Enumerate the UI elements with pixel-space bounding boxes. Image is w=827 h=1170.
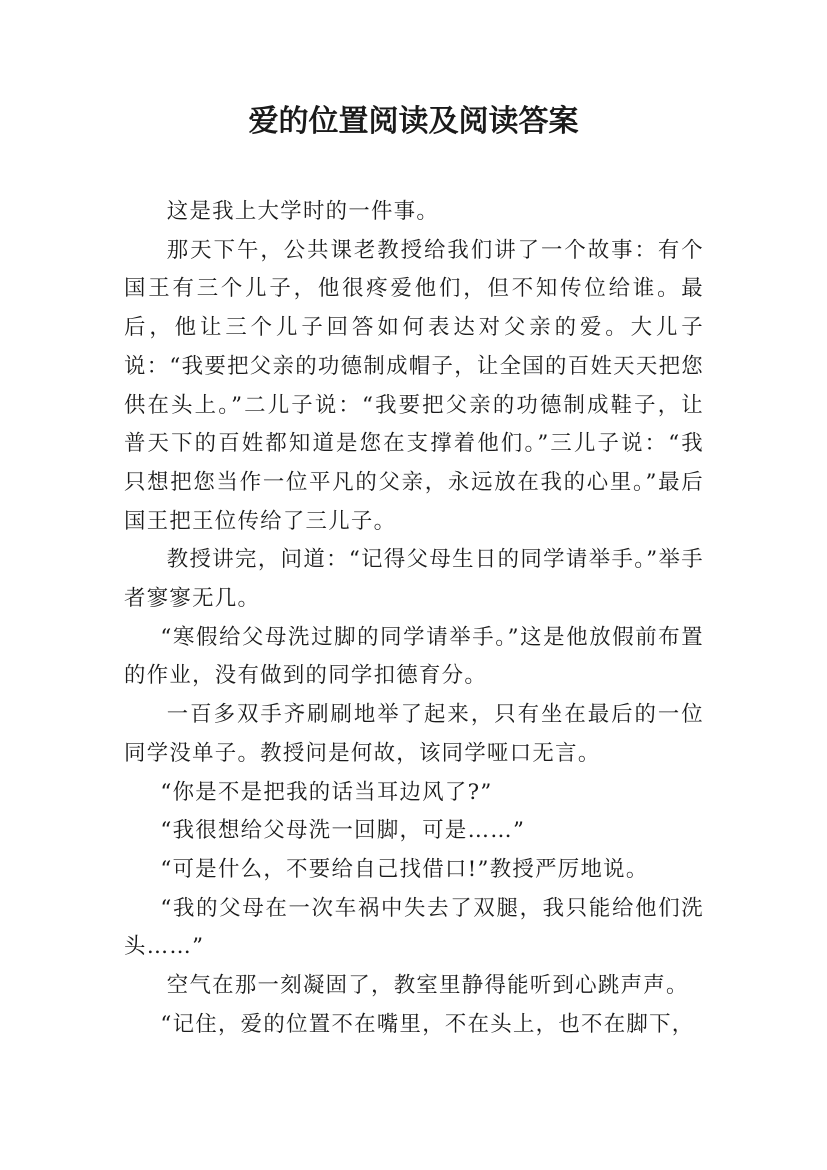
paragraph-8: “可是什么，不要给自己找借口!”教授严厉地说。 (160, 856, 649, 882)
paragraph-6: “你是不是把我的话当耳边风了?” (160, 779, 493, 805)
paragraph-11: “记住，爱的位置不在嘴里，不在头上，也不在脚下， (160, 1011, 695, 1037)
paragraph-4: “寒假给父母洗过脚的同学请举手。”这是他放假前布置的作业，没有做到的同学扣德育分。 (124, 624, 704, 689)
paragraph-7: “我很想给父母洗一回脚，可是……” (160, 818, 526, 844)
document-title: 爱的位置阅读及阅读答案 (248, 104, 579, 139)
paragraph-9: “我的父母在一次车祸中失去了双腿，我只能给他们洗头……” (124, 895, 704, 960)
paragraph-2: 那天下午，公共课老教授给我们讲了一个故事：有个国王有三个儿子，他很疼爱他们，但不知传位给谁。最后，他让三个儿子回答如何表达对父亲的爱。大儿子说：“我要把父亲的功德制成帽子，让全国的百姓天天把您供在头上。”二儿子说：“我要把父亲的功德制成鞋子，让普天下的百姓都知道是您在支撑着他们。”三儿子说：“我只想把您当作一位平凡的父亲，永远放在我的心里。”最后国王把王位传给了三儿子。 (124, 237, 704, 534)
document-body (124, 193, 704, 1044)
paragraph-5: 一百多双手齐刷刷地举了起来，只有坐在最后的一位同学没单子。教授问是何故，该同学哑口无言。 (124, 702, 704, 766)
paragraph-10: 空气在那一刻凝固了，教室里静得能听到心跳声声。 (166, 973, 689, 999)
paragraph-3: 教授讲完，问道：“记得父母生日的同学请举手。”举手者寥寥无几。 (124, 547, 704, 612)
paragraph-1: 这是我上大学时的一件事。 (166, 199, 440, 224)
